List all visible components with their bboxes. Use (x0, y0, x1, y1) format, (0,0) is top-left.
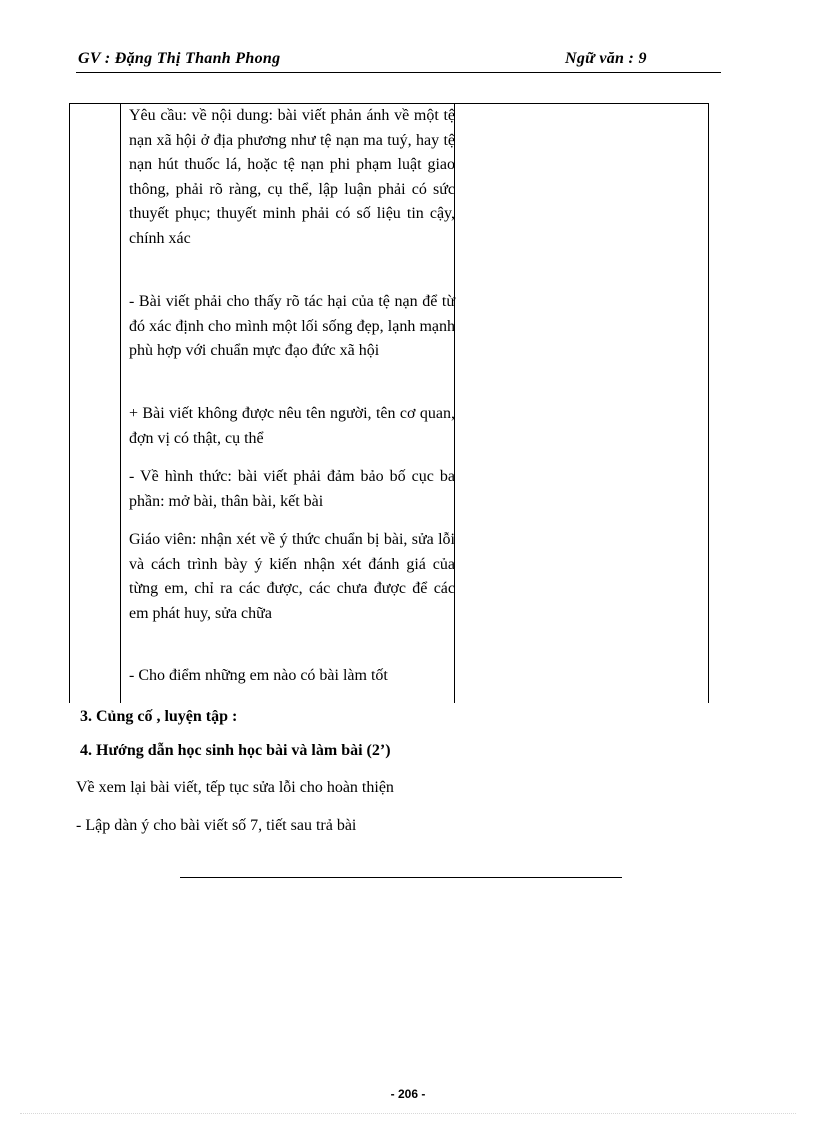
lesson-table (69, 103, 709, 703)
body-line-outline: - Lập dàn ý cho bài viết số 7, tiết sau trả bài (76, 817, 357, 834)
table-paragraph: + Bài viết không được nêu tên người, tên cơ quan, đợn vị có thật, cụ thể (129, 405, 455, 447)
table-divider-1 (120, 103, 121, 703)
section-guide: 4. Hướng dẫn học sinh học bài và làm bài (2’) (80, 742, 391, 759)
header-subject: Ngữ văn : 9 (565, 50, 647, 67)
section-consolidate: 3. Củng cố , luyện tập : (80, 708, 238, 725)
table-paragraph: - Về hình thức: bài viết phải đảm bảo bố cục ba phần: mở bài, thân bài, kết bài (129, 468, 455, 510)
table-paragraph: Yêu cầu: về nội dung: bài viết phản ánh về một tệ nạn xã hội ở địa phương như tệ nạn ma tuý, hay tệ nạn hút thuốc lá, hoặc tệ nạn phi phạm luật giao thông, phải rõ ràng, cụ thể, lập luận phải có sức thuyết phục; thuyết minh phải có số liệu tin cậy, chính xác (129, 107, 455, 247)
table-paragraph: Giáo viên: nhận xét về ý thức chuẩn bị bài, sửa lỗi và cách trình bày ý kiến nhận xét đánh giá của từng em, chỉ ra các được, các chưa được để các em phát huy, sửa chữa (129, 531, 455, 622)
table-border-right (708, 103, 709, 703)
table-paragraph: - Cho điểm những em nào có bài làm tốt (129, 667, 388, 684)
page-header (76, 48, 721, 73)
header-teacher: GV : Đặng Thị Thanh Phong (78, 50, 281, 67)
footer-rule (20, 1113, 796, 1114)
table-border-left (69, 103, 70, 703)
body-line-review: Về xem lại bài viết, tếp tục sửa lỗi cho hoàn thiện (76, 779, 394, 796)
page-number: - 206 - (390, 1087, 426, 1101)
separator-line (180, 877, 622, 878)
table-paragraph: - Bài viết phải cho thấy rõ tác hại của tệ nạn để từ đó xác định cho mình một lối sống đẹp, lạnh mạnh phù hợp với chuẩn mực đạo đức xã hội (129, 293, 455, 359)
